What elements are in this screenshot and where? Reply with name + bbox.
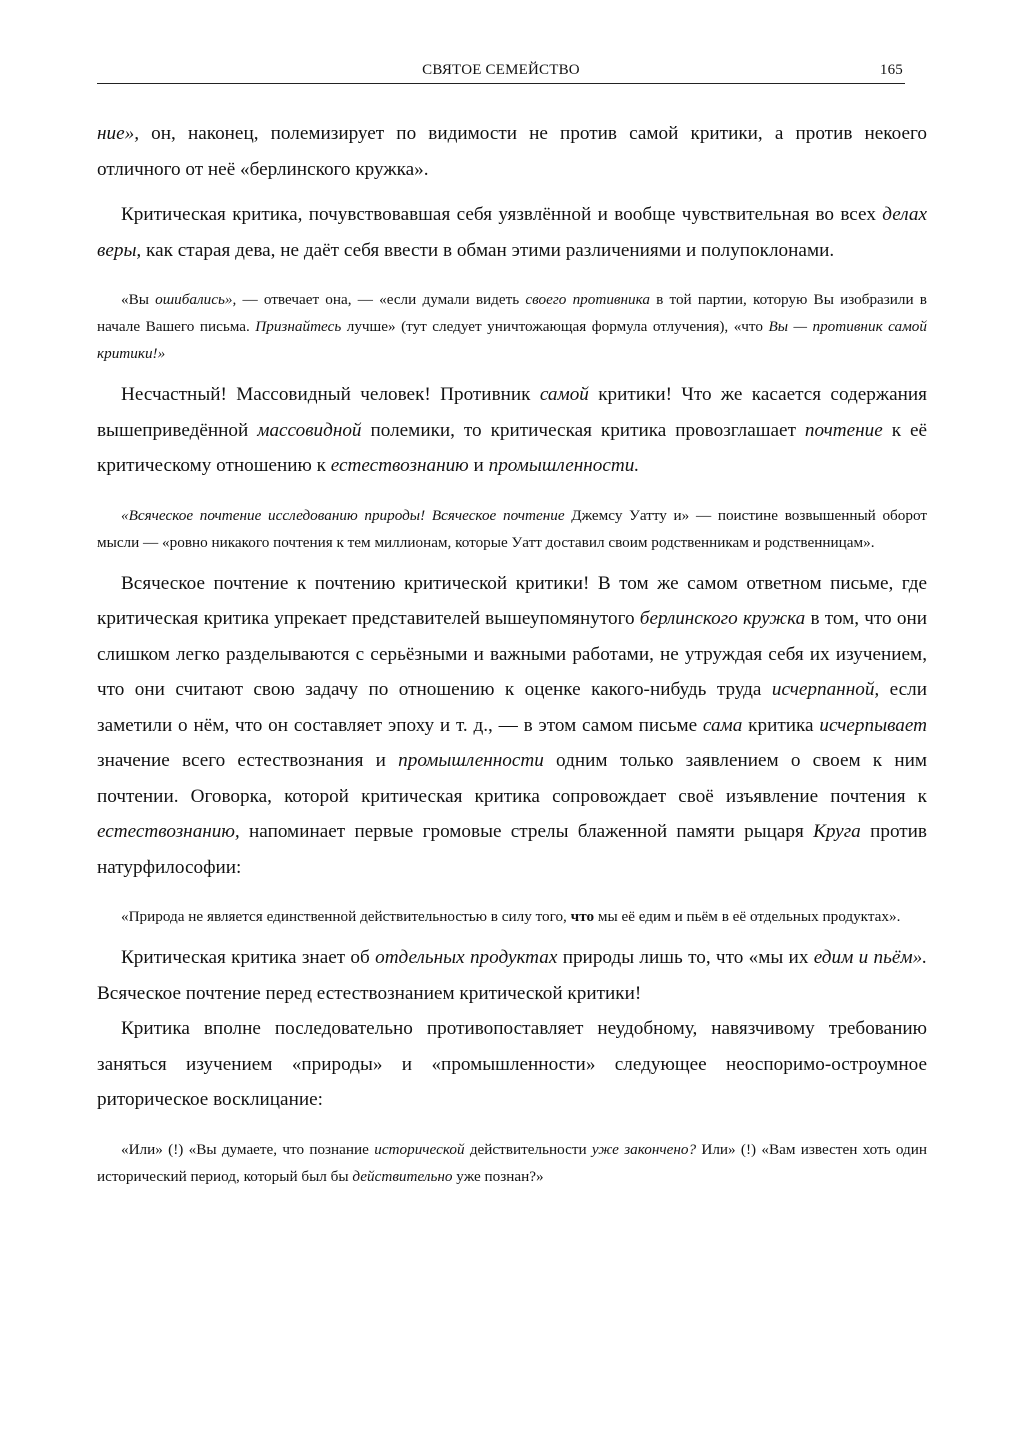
text-run: действительности [464, 1140, 592, 1158]
text-run: Критическая критика, почувствовавшая себя уязвлённой и вообще чувствительная во всех [121, 204, 883, 225]
block-quote-3 [97, 903, 927, 930]
text-run: мы её едим и пьём в её отдельных продуктах». [594, 908, 901, 925]
bold-word: что [570, 908, 595, 925]
italic-phrase: своего противника [525, 291, 650, 308]
text-run: Всяческое почтение перед естествознанием критической критики! [97, 982, 642, 1004]
paragraph-6 [97, 1011, 927, 1118]
text-run: полемики, то критическая критика провозглашает [361, 419, 805, 441]
text-run: лучше» (тут следует уничтожающая формула отлучения), «что [341, 318, 769, 335]
italic-phrase: едим и пьём». [813, 947, 928, 968]
text-run: Критическая критика знает об [121, 947, 376, 968]
paragraph-5 [97, 940, 927, 1011]
italic-phrase: исчерпанной, [771, 679, 880, 700]
text-run: уже познан?» [452, 1167, 544, 1185]
text-run: в том, что они слишком легко разделываются с серьёзными и важными работами, не утруждая себя их изучением, что они считают свою задачу по отношению к оценке какого-нибудь труда [97, 608, 927, 700]
text-run: «Вы [121, 291, 156, 308]
text-run: Всяческое почтение к почтению критической критики! В том же самом ответном письме, где критическая критика упрекает представителей вышеупомянутого [97, 572, 927, 629]
italic-phrase: делах веры, [97, 204, 927, 261]
text-run: критика [742, 714, 820, 736]
block-quote-4 [97, 1136, 927, 1190]
paragraph-4 [97, 566, 927, 886]
text-run: как старая дева, не даёт себя ввести в обман этими различениями и полупоклонами. [141, 239, 835, 261]
paragraph-2 [97, 197, 927, 268]
text-run: если заметили о нём, что он составляет эпоху и т. д., — в этом самом письме [97, 679, 927, 736]
text-run: критики! Что же касается содержания вышеприведённой [97, 384, 927, 441]
text-run: одним только заявлением о своем к ним почтении. Оговорка, которой критическая критика сопровождает своё изъявление почтения к [97, 750, 928, 807]
italic-phrase: Вы — противник самой критики!» [97, 318, 927, 362]
text-run: Несчастный! Массовидный человек! Противник [121, 384, 540, 405]
text-run: — отвечает она, — «если думали видеть [236, 291, 526, 308]
block-quote-1 [97, 286, 927, 367]
italic-phrase: сама [702, 714, 743, 736]
block-quote-2 [97, 502, 927, 556]
italic-phrase: «Всяческое почтение исследованию природы! Всяческое почтение [121, 506, 565, 524]
italic-phrase: промышленности [398, 750, 544, 771]
italic-phrase: естествознанию [330, 455, 469, 476]
italic-phrase: отдельных продуктах [375, 947, 558, 968]
text-run: он, наконец, полемизирует по видимости не против самой критики, а против некоего отличного от неё «берлинского кружка». [97, 123, 927, 180]
text-run: к её критическому отношению к [97, 419, 928, 476]
text-run: значение всего естествознания и [97, 750, 399, 771]
italic-phrase: промышленности. [488, 455, 640, 476]
italic-phrase: Признайтесь [255, 318, 342, 335]
page-body [97, 116, 927, 1190]
text-run: Джемсу Уатту и» — поистине возвышенный оборот мысли — «ровно никакого почтения к тем миллионам, которые Уатт доставил своим родственникам и родственницам». [97, 506, 927, 551]
italic-phrase: почтение [804, 419, 883, 441]
italic-phrase: самой [539, 384, 589, 405]
italic-phrase: Круга [813, 821, 861, 842]
italic-phrase: действительно [352, 1167, 453, 1185]
text-run: и [468, 455, 489, 476]
text-run: «Природа не является единственной действительностью в силу того, [121, 908, 571, 925]
italic-phrase: уже закончено? [591, 1140, 697, 1158]
italic-phrase: исчерпывает [819, 714, 927, 736]
running-title: СВЯТОЕ СЕМЕЙСТВО [422, 62, 580, 78]
italic-phrase: ошибались», [155, 291, 237, 308]
text-run: Или» (!) «Вам известен хоть один исторический период, который был бы [97, 1140, 928, 1185]
italic-phrase: ние», [97, 123, 140, 144]
page-number: 165 [879, 62, 903, 78]
running-header [97, 61, 905, 84]
text-run: против натурфилософии: [97, 821, 927, 878]
italic-phrase: массовидной [257, 419, 362, 441]
text-run: в той партии, которую Вы изобразили в начале Вашего письма. [97, 291, 927, 335]
text-run: природы лишь то, что «мы их [557, 947, 814, 968]
text-run: напоминает первые громовые стрелы блаженной памяти рыцаря [239, 821, 814, 842]
italic-phrase: естествознанию, [97, 821, 240, 842]
text-run: «Или» (!) «Вы думаете, что познание [121, 1140, 375, 1158]
paragraph-1 [97, 116, 927, 187]
paragraph-3 [97, 377, 927, 484]
italic-phrase: берлинского кружка [639, 608, 806, 629]
text-run: Критика вполне последовательно противопоставляет неудобному, навязчивому требованию заняться изучением «природы» и «промышленности» следующее неоспоримо-остроумное риторическое восклицание: [97, 1018, 927, 1110]
italic-phrase: исторической [374, 1140, 465, 1158]
